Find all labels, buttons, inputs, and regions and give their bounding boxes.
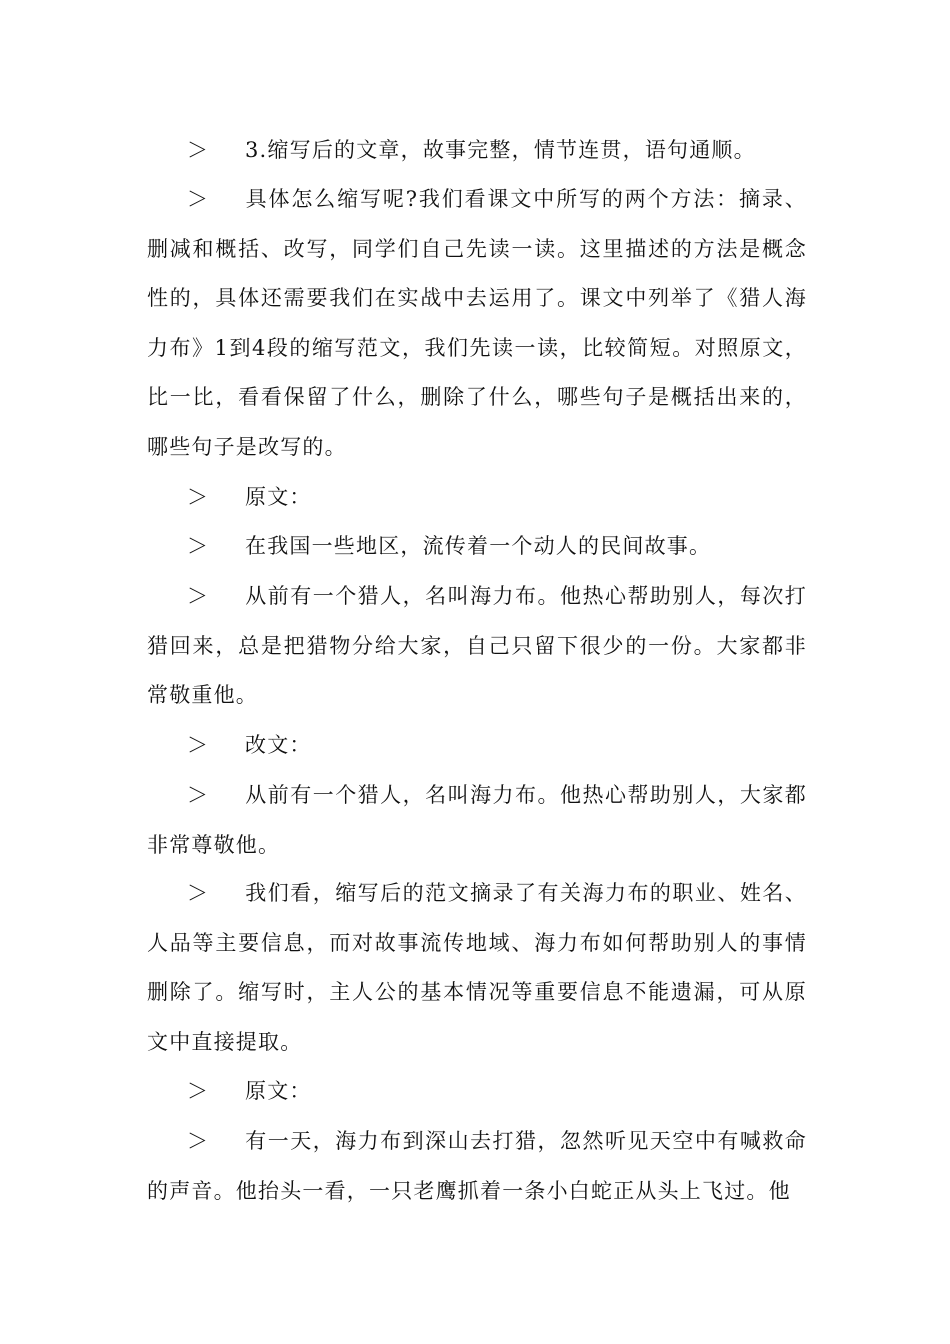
paragraph-1	[147, 126, 807, 176]
bullet-marker: ＞	[187, 584, 210, 608]
paragraph-6	[147, 721, 807, 771]
paragraph-4-text: 在我国一些地区，流传着一个动人的民间故事。	[245, 534, 712, 558]
bullet-marker: ＞	[187, 881, 210, 905]
paragraph-6-text: 改文：	[245, 733, 312, 757]
paragraph-9-text: 原文：	[245, 1079, 312, 1103]
paragraph-10-text: 有一天，海力布到深山去打猎，忽然听见天空中有喊救命的声音。他抬头一看，一只老鹰抓着一条小白蛇正从头上飞过。他	[147, 1129, 807, 1203]
paragraph-5	[147, 572, 807, 721]
paragraph-2	[147, 175, 807, 472]
paragraph-3-text: 原文：	[245, 485, 312, 509]
paragraph-7-text: 从前有一个猎人，名叫海力布。他热心帮助别人，大家都非常尊敬他。	[147, 783, 807, 857]
bullet-marker: ＞	[187, 534, 210, 558]
bullet-marker: ＞	[187, 1079, 210, 1103]
bullet-marker: ＞	[187, 138, 210, 162]
bullet-marker: ＞	[187, 783, 210, 807]
bullet-marker: ＞	[187, 485, 210, 509]
paragraph-7	[147, 771, 807, 870]
bullet-marker: ＞	[187, 1129, 210, 1153]
bullet-marker: ＞	[187, 187, 210, 211]
paragraph-5-text: 从前有一个猎人，名叫海力布。他热心帮助别人，每次打猎回来，总是把猎物分给大家，自己只留下很少的一份。大家都非常敬重他。	[147, 584, 807, 707]
paragraph-9	[147, 1067, 807, 1117]
paragraph-8	[147, 869, 807, 1067]
bullet-marker: ＞	[187, 733, 210, 757]
paragraph-4	[147, 522, 807, 572]
paragraph-8-text: 我们看，缩写后的范文摘录了有关海力布的职业、姓名、人品等主要信息，而对故事流传地域、海力布如何帮助别人的事情删除了。缩写时，主人公的基本情况等重要信息不能遗漏，可从原文中直接提取。	[147, 881, 807, 1054]
paragraph-1-text: 3.缩写后的文章，故事完整，情节连贯，语句通顺。	[245, 138, 756, 162]
paragraph-2-text: 具体怎么缩写呢?我们看课文中所写的两个方法：摘录、删减和概括、改写，同学们自己先读一读。这里描述的方法是概念性的，具体还需要我们在实战中去运用了。课文中列举了《猎人海力布》1到4段的缩写范文，我们先读一读，比较简短。对照原文，比一比，看看保留了什么，删除了什么，哪些句子是概括出来的，哪些句子是改写的。	[147, 187, 807, 459]
paragraph-10	[147, 1117, 807, 1216]
paragraph-3	[147, 473, 807, 523]
